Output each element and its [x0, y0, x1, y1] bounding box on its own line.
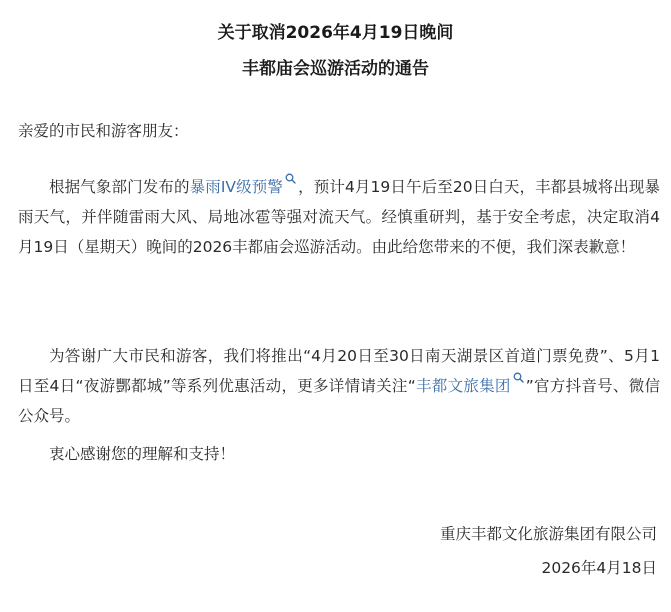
signature-organization: 重庆丰都文化旅游集团有限公司 [439, 525, 657, 543]
paragraph-thanks: 衷心感谢您的理解和支持！ [49, 445, 236, 463]
paragraph-promotion-text-start: 为答谢广大市民和游客，我们将推出“4月20日至30日南天湖景区首道门票免费”、5月1日至4日“夜游酆都城”等系列优惠活动，更多详情请关注“ [18, 347, 660, 395]
paragraph-promotion [18, 341, 660, 431]
rainstorm-warning-link[interactable] [190, 178, 298, 196]
fengdu-tourism-group-link-label: 丰都文旅集团 [415, 377, 511, 395]
paragraph-weather [18, 172, 660, 262]
signature-date: 2026年4月18日 [541, 559, 657, 577]
greeting: 亲爱的市民和游客朋友： [18, 122, 189, 140]
paragraph-promotion-text-end: ”官方抖音号、微信公众号。 [18, 377, 660, 425]
paragraph-weather-text-end: ，预计4月19日午后至20日白天，丰都县城将出现暴雨天气，并伴随雷雨大风、局地冰雹等强对流天气。经慎重研判，基于安全考虑，决定取消4月19日（星期天）晚间的2026丰都庙会巡游活动。由此给您带来的不便，我们深表歉意！ [18, 178, 660, 256]
fengdu-tourism-group-link[interactable] [416, 377, 526, 395]
notice-title-line2: 丰都庙会巡游活动的通告 [242, 59, 429, 79]
search-icon [512, 371, 526, 385]
notice-title-line1: 关于取消2026年4月19日晚间 [217, 23, 454, 43]
search-icon [284, 172, 298, 186]
rainstorm-warning-link-label: 暴雨IV级预警 [189, 178, 283, 196]
paragraph-weather-text-start: 根据气象部门发布的 [49, 178, 190, 196]
